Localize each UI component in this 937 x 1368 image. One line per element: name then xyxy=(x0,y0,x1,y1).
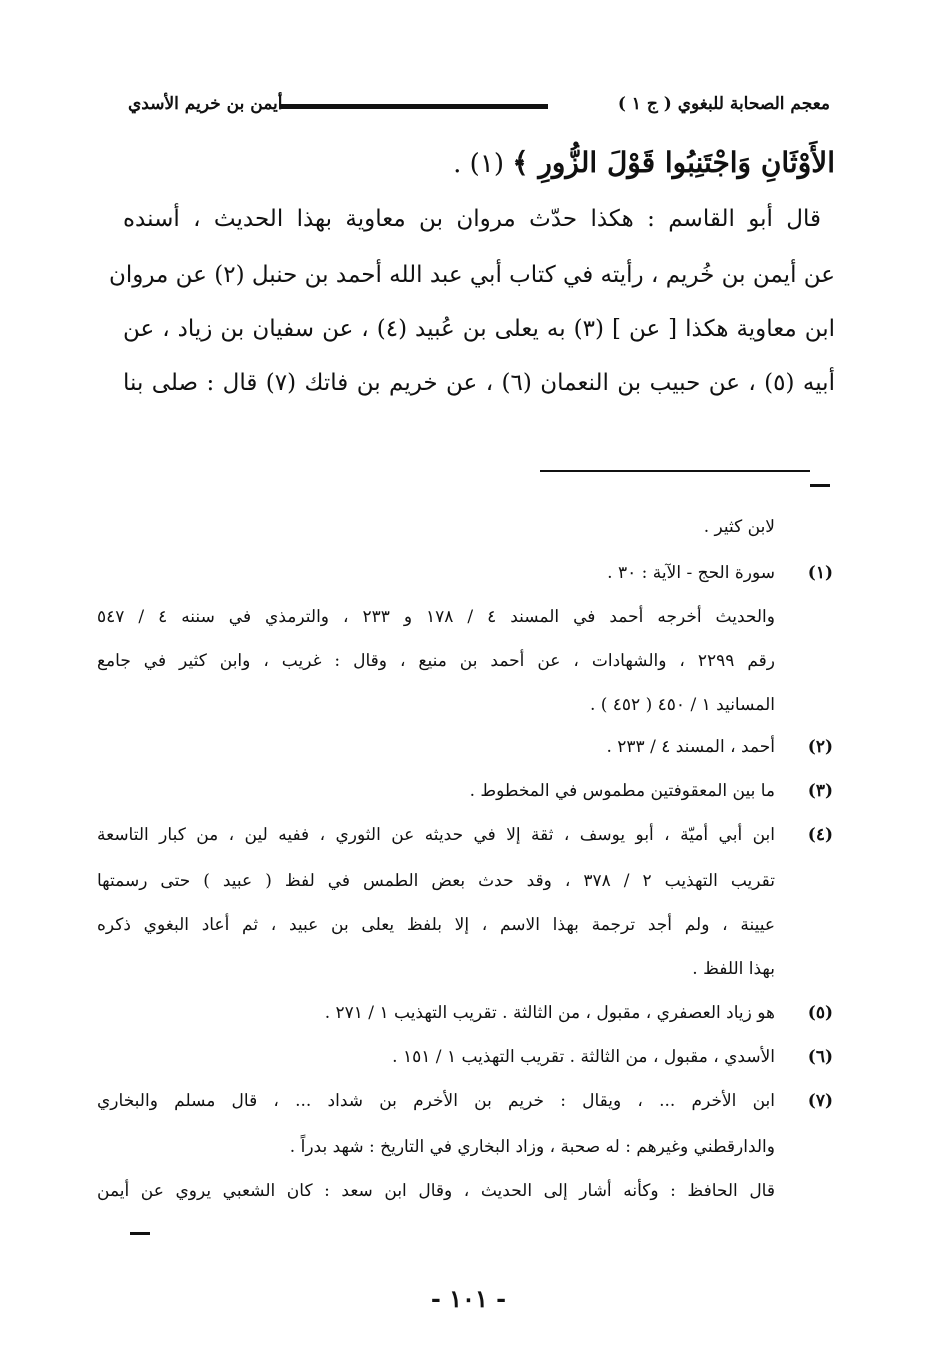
footnote-line: الأسدي ، مقبول ، من الثالثة . تقريب التهذيب ١ / ١٥١ . xyxy=(392,1047,775,1067)
header-rule xyxy=(280,104,548,109)
footnote-number: (٦) xyxy=(807,1047,833,1067)
entry-title: أيمن بن خريم الأسدي xyxy=(128,94,283,114)
footnote-line: هو زياد العصفري ، مقبول ، من الثالثة . تقريب التهذيب ١ / ٢٧١ . xyxy=(324,1003,775,1023)
footnote-line: رقم ٢٢٩٩ ، والشهادات ، عن أحمد بن منيع ، وقال : غريب ، وابن كثير في جامع xyxy=(97,651,776,671)
verse-footnote-ref: (١) . xyxy=(453,149,504,179)
main-text-line-4: أبيه (٥) ، عن حبيب بن النعمان (٦) ، عن خريم بن فاتك (٧) قال : صلى بنا xyxy=(123,370,835,396)
quran-verse-line xyxy=(453,138,835,189)
footnote-number: (٧) xyxy=(807,1091,833,1111)
footnote-line: ما بين المعقوفتين مطموس في المخطوط . xyxy=(469,781,775,801)
main-text-line-1: قال أبو القاسم : هكذا حدّث مروان بن معاوية بهذا الحديث ، أسنده xyxy=(123,206,821,232)
main-text-line-2: عن أيمن بن خُريم ، رأيته في كتاب أبي عبد الله أحمد بن حنبل (٢) عن مروان xyxy=(108,262,835,288)
footnote-number: (٣) xyxy=(807,781,833,801)
footnote-line: أحمد ، المسند ٤ / ٢٣٣ . xyxy=(606,737,775,757)
footnote-number: (٤) xyxy=(807,825,833,845)
footnote-line: قال الحافظ : وكأنه أشار إلى الحديث ، وقال ابن سعد : كان الشعبي يروي عن أيمن xyxy=(97,1181,775,1201)
footnote-number: (٢) xyxy=(807,737,833,757)
footnote-line: تقريب التهذيب ٢ / ٣٧٨ ، وقد حدث بعض الطمس في لفظ ( عبيد ) حتى رسمتها xyxy=(97,871,775,891)
footnote-line: والدارقطني وغيرهم : له صحبة ، وزاد البخاري في التاريخ : شهد بدراً . xyxy=(289,1137,775,1157)
running-header xyxy=(128,92,830,122)
main-text-line-3: ابن معاوية هكذا [ عن ] (٣) به يعلى بن عُبيد (٤) ، عن سفيان بن زياد ، عن xyxy=(123,316,836,342)
quran-verse: الأَوْثَانِ وَاجْتَنِبُوا قَوْلَ الزُّورِ ﴾ xyxy=(512,146,835,179)
book-title: معجم الصحابة للبغوي ( ج ١ ) xyxy=(617,94,830,114)
footnote-continuation: لابن كثير . xyxy=(703,517,775,537)
continuation-dash xyxy=(130,1232,150,1235)
footnote-line: سورة الحج - الآية : ٣٠ . xyxy=(607,563,775,583)
footnote-line: عيينة ، ولم أجد ترجمة بهذا الاسم ، إلا بلفظ يعلى بن عبيد ، ثم أعاد البغوي ذكره xyxy=(97,915,775,935)
footnote-number: (٥) xyxy=(807,1003,833,1023)
footnote-line: المسانيد ١ / ٤٥٠ ( ٤٥٢ ) . xyxy=(589,695,775,715)
footnote-line: بهذا اللفظ . xyxy=(692,959,775,979)
footnote-line: ابن أبي أميّة ، أبو يوسف ، ثقة إلا في حديثه عن الثوري ، ففيه لين ، من كبار التاسعة xyxy=(97,825,775,845)
footnote-number: (١) xyxy=(807,563,833,583)
footnote-line: والحديث أخرجه أحمد في المسند ٤ / ١٧٨ و ٢٣٣ ، والترمذي في سننه ٤ / ٥٤٧ xyxy=(97,607,775,627)
footnote-line: ابن الأخرم ... ، ويقال : خريم بن الأخرم بن شداد ... ، قال مسلم والبخاري xyxy=(97,1091,775,1111)
page-number: - ١٠١ - xyxy=(430,1284,507,1313)
continuation-dash xyxy=(810,484,830,487)
footnote-separator xyxy=(540,470,810,472)
